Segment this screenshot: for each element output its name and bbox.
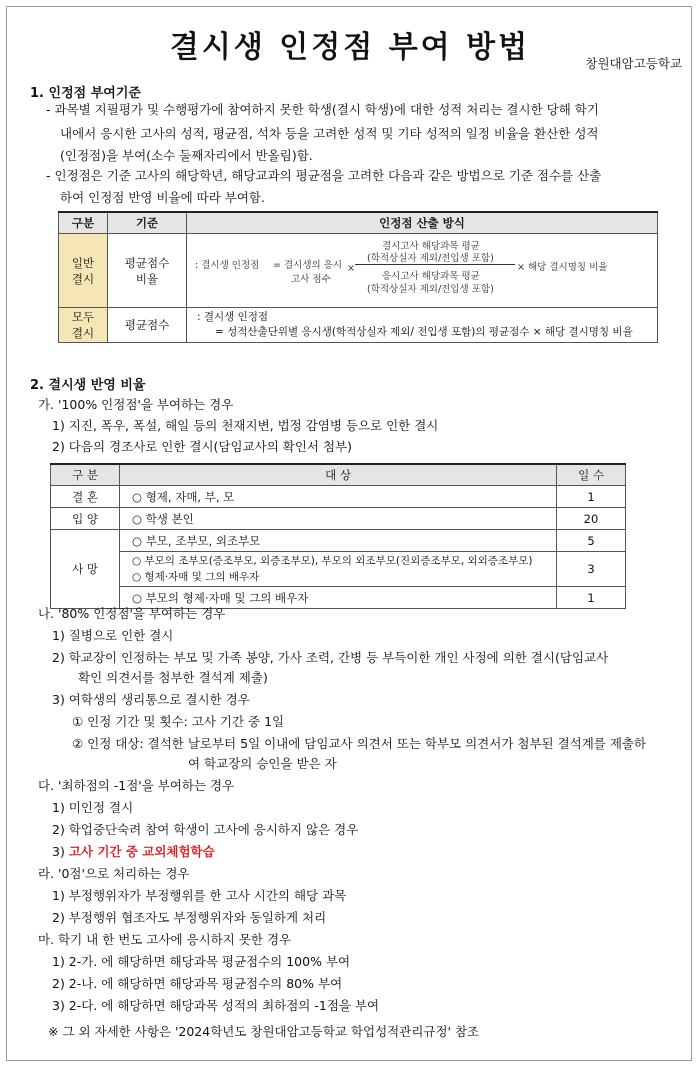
table-row: 입 양 ○ 학생 본인 20 <box>51 508 626 530</box>
t1-header-basis: 기준 <box>108 212 187 234</box>
s1-p1-line3: (인정점)을 부여(소수 둘째자리에서 반올림)함. <box>60 148 313 163</box>
s3-da: 다. '최하점의 -1점'을 부여하는 경우 <box>38 778 235 793</box>
s3-na-3b-line1: ② 인정 대상: 결석한 날로부터 5일 이내에 담임교사 의견서 또는 학부모 의견서가 첨부된 결석계를 제출하 <box>72 736 647 751</box>
t1-row2-type: 모두 결시 <box>59 308 108 343</box>
t1-row1-type: 일반 결시 <box>59 234 108 308</box>
section-1-heading: 1. 인정점 부여기준 <box>30 86 141 101</box>
s2-ga-1: 1) 지진, 폭우, 폭설, 해일 등의 천재지변, 법정 감염병 등으로 인한 결시 <box>52 418 439 433</box>
s3-na-3a: ① 인정 기간 및 횟수: 고사 기간 중 1일 <box>72 714 285 729</box>
school-name: 창원대암고등학교 <box>585 56 682 71</box>
t1-row1-basis: 평균점수 비율 <box>108 234 187 308</box>
t1-row2-basis: 평균점수 <box>108 308 187 343</box>
s3-ra-2: 2) 부정행위 협조자도 부정행위자와 동일하게 처리 <box>52 910 327 925</box>
s3-ma-1: 1) 2-가. 에 해당하면 해당과목 평균점수의 100% 부여 <box>52 954 351 969</box>
s3-da-1: 1) 미인정 결시 <box>52 800 134 815</box>
table-row: 결 혼 ○ 형제, 자매, 부, 모 1 <box>51 486 626 508</box>
t2-header-target: 대 상 <box>120 464 557 486</box>
table-row: ○ 부모의 조부모(증조부모, 외증조부모), 부모의 외조부모(진외증조부모, 외외증조부모) ○ 형제·자매 및 그의 배우자 3 <box>51 552 626 587</box>
s1-p2-line1: - 인정점은 기준 고사의 해당학년, 해당교과의 평균점을 고려한 다음과 같은 방법으로 기준 점수를 산출 <box>46 168 602 183</box>
event-absence-table <box>50 463 626 609</box>
t2-header-type: 구 분 <box>51 464 120 486</box>
s3-ma-3: 3) 2-다. 에 해당하면 해당과목 성적의 최하점의 -1점을 부여 <box>52 998 380 1013</box>
s2-ga: 가. '100% 인정점'을 부여하는 경우 <box>38 397 234 412</box>
t1-row2-formula: : 결시생 인정점 = 성적산출단위별 응시생(학적상실자 제외/ 전입생 포함)의 평균점수 × 해당 결시명칭 비율 <box>187 308 658 343</box>
s2-ga-2: 2) 다음의 경조사로 인한 결시(담임교사의 확인서 첨부) <box>52 439 352 454</box>
table-row: 사 망 ○ 부모, 조부모, 외조부모 5 <box>51 530 626 552</box>
s3-ra-1: 1) 부정행위자가 부정행위를 한 고사 시간의 해당 과목 <box>52 888 347 903</box>
s3-na-2-line1: 2) 학교장이 인정하는 부모 및 가족 봉양, 가사 조력, 간병 등 부득이한 개인 사정에 의한 결시(담임교사 <box>52 650 609 665</box>
s3-ra: 라. '0점'으로 처리하는 경우 <box>38 866 190 881</box>
field-trip-highlight: 고사 기간 중 교외체험학습 <box>68 844 215 859</box>
s3-na-2-line2: 확인 의견서를 첨부한 결석계 제출) <box>78 670 268 685</box>
table-row: ○ 부모의 형제·자매 및 그의 배우자 1 <box>51 587 626 609</box>
s3-na-1: 1) 질병으로 인한 결시 <box>52 628 174 643</box>
s3-da-2: 2) 학업중단숙려 참여 학생이 고사에 응시하지 않은 경우 <box>52 822 359 837</box>
s3-da-3: 3) 고사 기간 중 교외체험학습 <box>52 844 215 859</box>
s1-p1-line2: 내에서 응시한 고사의 성적, 평균점, 석차 등을 고려한 성적 및 기타 성적의 일정 비율을 환산한 성적 <box>60 126 599 141</box>
t1-header-type: 구분 <box>59 212 108 234</box>
s3-na: 나. '80% 인정점'을 부여하는 경우 <box>38 606 226 621</box>
t1-header-method: 인정점 산출 방식 <box>187 212 658 234</box>
s3-ma: 마. 학기 내 한 번도 고사에 응시하지 못한 경우 <box>38 932 292 947</box>
s1-p2-line2: 하여 인정점 반영 비율에 따라 부여함. <box>60 190 265 205</box>
t2-header-days: 일 수 <box>557 464 626 486</box>
page-title: 결시생 인정점 부여 방법 <box>169 30 531 65</box>
s1-p1-line1: - 과목별 지필평가 및 수행평가에 참여하지 못한 학생(결시 학생)에 대한 성적 처리는 결시한 당해 학기 <box>46 102 599 117</box>
s3-ma-2: 2) 2-나. 에 해당하면 해당과목 평균점수의 80% 부여 <box>52 976 343 991</box>
recognition-score-table <box>58 211 658 343</box>
s3-na-3: 3) 여학생의 생리통으로 결시한 경우 <box>52 692 250 707</box>
footnote: ※ 그 외 자세한 사항은 '2024학년도 창원대암고등학교 학업성적관리규정' 참조 <box>48 1024 480 1039</box>
t1-row1-formula: : 결시생 인정점 = 결시생의 응시 고사 점수 × 결시고사 해당과목 평균 (학적상실자 제외/전입생 포함) 응시고사 해당과목 평균 (학적상실자 제외/전입생 포함) × 해당 결시명칭 비율 <box>187 234 658 308</box>
section-2-heading: 2. 결시생 반영 비율 <box>30 378 146 393</box>
s3-na-3b-line2: 여 학교장의 승인을 받은 자 <box>188 756 337 771</box>
